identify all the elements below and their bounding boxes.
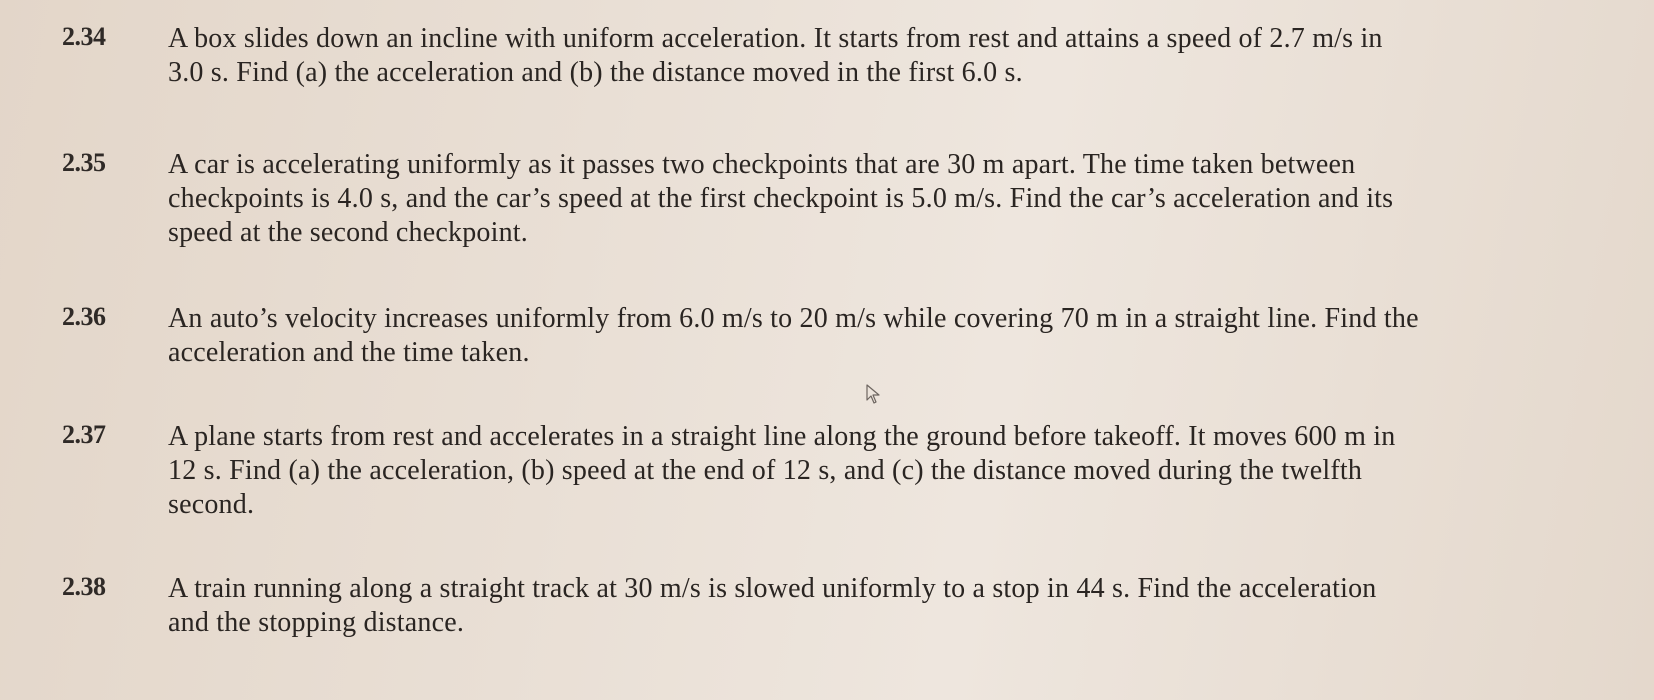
problem-line: A box slides down an incline with uniform acceleration. It starts from rest and attains a speed of 2.7 m/s in xyxy=(168,23,1383,54)
problem-text xyxy=(168,22,1618,90)
problem-text xyxy=(168,420,1618,522)
problem-line: An auto’s velocity increases uniformly from 6.0 m/s to 20 m/s while covering 70 m in a straight line. Find the xyxy=(168,303,1419,334)
problem-line: second. xyxy=(168,489,255,520)
problem-text xyxy=(168,148,1618,250)
problem-text xyxy=(168,302,1618,370)
problem-line: A plane starts from rest and accelerates in a straight line along the ground before takeoff. It moves 600 m in xyxy=(168,421,1396,452)
problem-number: 2.36 xyxy=(62,302,106,331)
problem-line: checkpoints is 4.0 s, and the car’s speed at the first checkpoint is 5.0 m/s. Find the car’s acceleration and its xyxy=(168,183,1394,214)
problem-line: 3.0 s. Find (a) the acceleration and (b) the distance moved in the first 6.0 s. xyxy=(168,57,1023,88)
problem-line: A train running along a straight track at 30 m/s is slowed uniformly to a stop in 44 s. Find the acceleration xyxy=(168,573,1377,604)
problem-line: speed at the second checkpoint. xyxy=(168,217,528,248)
problem-number: 2.37 xyxy=(62,420,106,449)
problem-line: A car is accelerating uniformly as it passes two checkpoints that are 30 m apart. The time taken between xyxy=(168,149,1356,180)
problem-line: and the stopping distance. xyxy=(168,607,465,638)
problem-text xyxy=(168,572,1618,640)
problem-number: 2.35 xyxy=(62,148,106,177)
problem-line: acceleration and the time taken. xyxy=(168,337,530,368)
problem-number: 2.38 xyxy=(62,572,106,601)
problem-number: 2.34 xyxy=(62,22,106,51)
problem-line: 12 s. Find (a) the acceleration, (b) speed at the end of 12 s, and (c) the distance moved during the twelfth xyxy=(168,455,1363,486)
mouse-pointer-icon xyxy=(866,384,880,404)
